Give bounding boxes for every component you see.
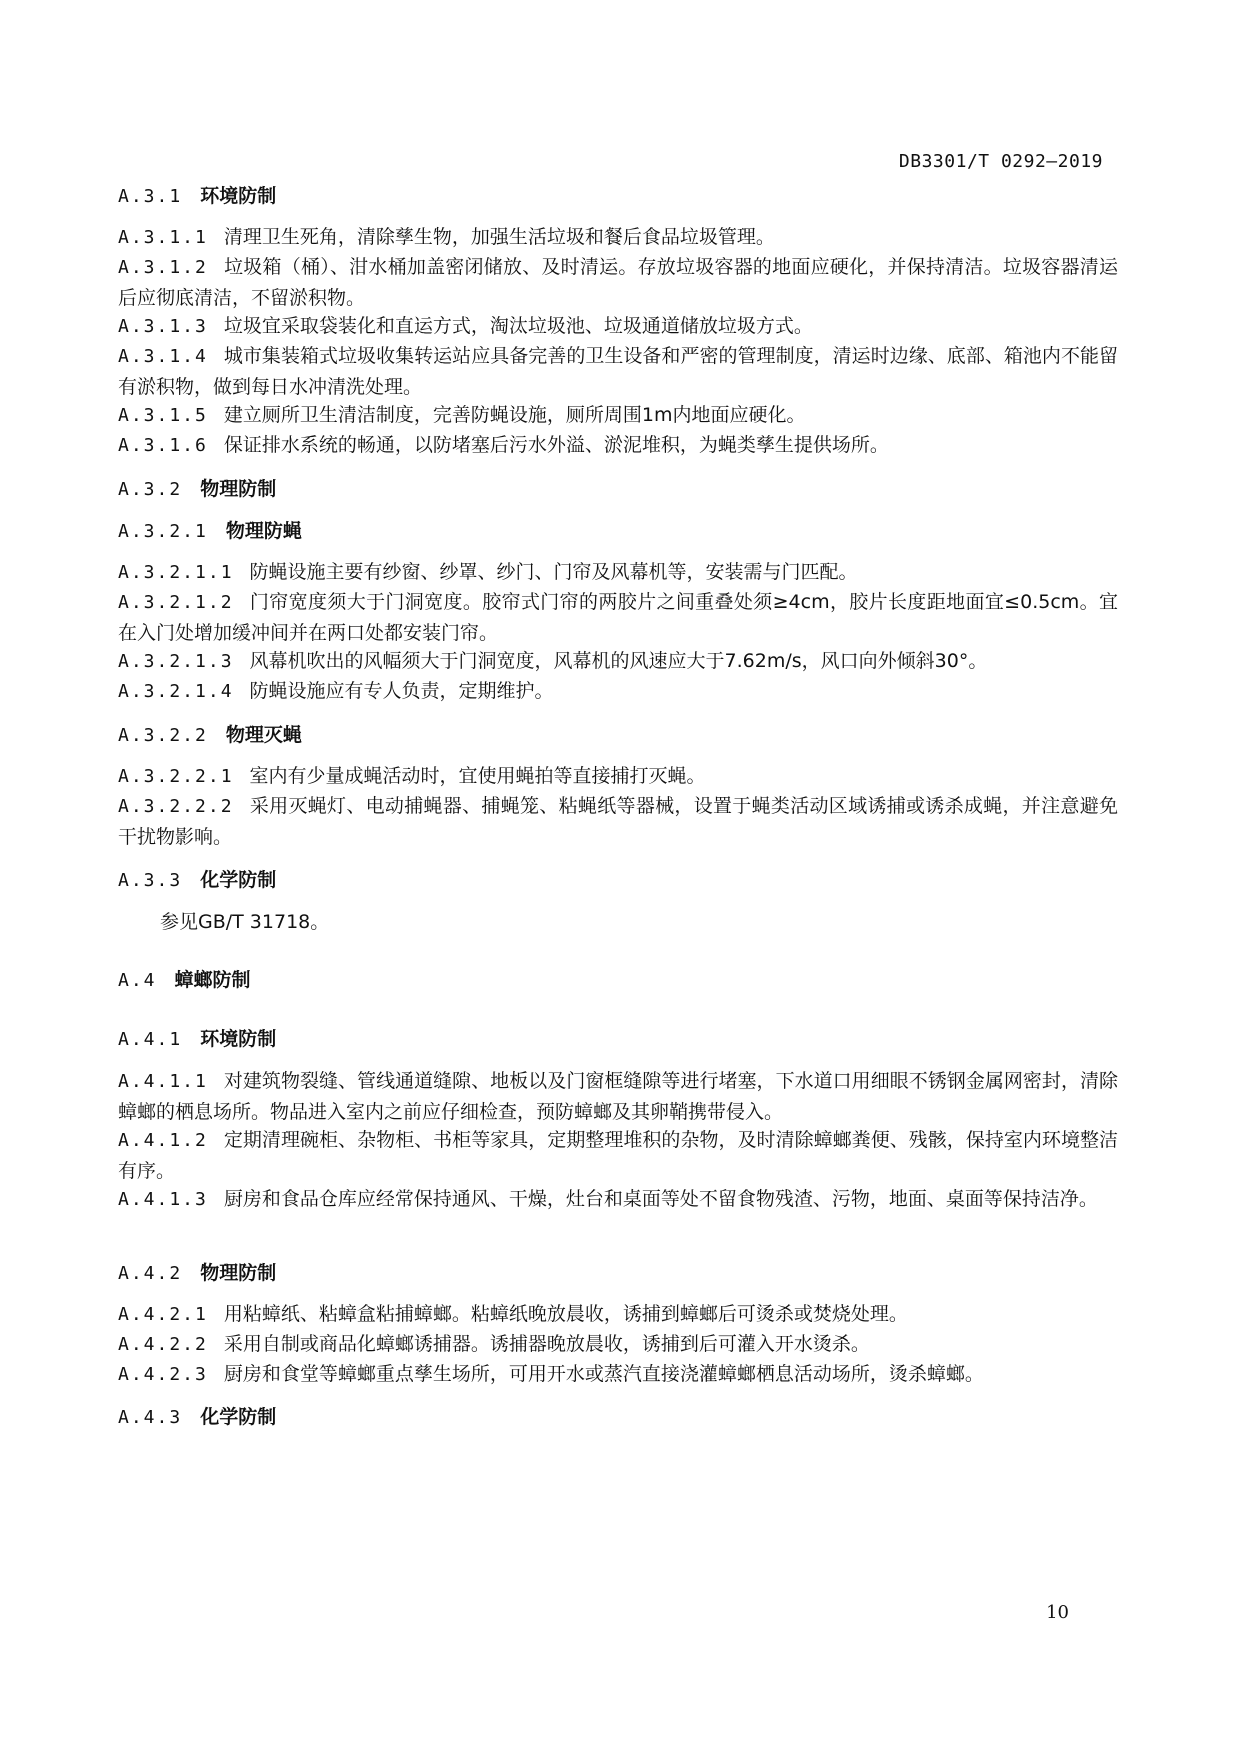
- reference-text: 参见GB/T 31718。: [160, 911, 330, 933]
- section-heading-a3322: [118, 720, 302, 747]
- clause-a3422: [118, 1329, 1118, 1360]
- clause-a3411: [118, 1066, 1118, 1127]
- clause-number: A.3.2.2.1: [118, 766, 234, 787]
- document-code: DB3301/T 0292—2019: [898, 151, 1103, 172]
- clause-number: A.4.1.2: [118, 1130, 208, 1151]
- clause-number: A.3.2.1.2: [118, 592, 234, 613]
- clause-text: 防蝇设施应有专人负责，定期维护。: [249, 680, 554, 702]
- clause-number: A.3.2.1.3: [118, 651, 234, 672]
- clause-number: A.3.2.1.4: [118, 681, 234, 702]
- clause-number: A.3.1.1: [118, 227, 208, 248]
- clause-a3314: [118, 341, 1118, 402]
- section-number: A.3.1: [118, 186, 183, 207]
- clause-number: A.4.2.2: [118, 1334, 208, 1355]
- clause-text: 采用灭蝇灯、电动捕蝇器、捕蝇笼、粘蝇纸等器械，设置于蝇类活动区域诱捕或诱杀成蝇，并注意避免干扰物影响。: [118, 795, 1118, 848]
- clause-number: A.3.1.6: [118, 435, 208, 456]
- section-heading-a332: [118, 474, 276, 501]
- section-heading-a34: [118, 965, 251, 992]
- section-title: 物理防制: [200, 1262, 277, 1284]
- clause-text: 清理卫生死角，清除孳生物，加强生活垃圾和餐后食品垃圾管理。: [223, 226, 775, 248]
- clause-a3315: [118, 400, 1118, 431]
- section-number: A.3.2.1: [118, 521, 208, 542]
- section-heading-a342: [118, 1258, 276, 1285]
- clause-number: A.3.2.2.2: [118, 796, 234, 817]
- clause-a33222: [118, 791, 1118, 852]
- clause-a3312: [118, 252, 1118, 313]
- section-number: A.4: [118, 970, 157, 991]
- clause-number: A.3.1.5: [118, 405, 208, 426]
- clause-text: 垃圾箱（桶）、泔水桶加盖密闭储放、及时清运。存放垃圾容器的地面应硬化，并保持清洁。垃圾容器清运后应彻底清洁，不留淤积物。: [118, 256, 1118, 309]
- section-number: A.3.2.2: [118, 725, 208, 746]
- section-number: A.4.1: [118, 1029, 183, 1050]
- clause-text: 厨房和食品仓库应经常保持通风、干燥，灶台和桌面等处不留食物残渣、污物，地面、桌面等保持洁净。: [223, 1188, 1098, 1210]
- clause-text: 厨房和食堂等蟑螂重点孳生场所，可用开水或蒸汽直接浇灌蟑螂栖息活动场所，烫杀蟑螂。: [223, 1363, 984, 1385]
- clause-number: A.4.2.1: [118, 1304, 208, 1325]
- clause-number: A.3.2.1.1: [118, 562, 234, 583]
- clause-text: 用粘蟑纸、粘蟑盒粘捕蟑螂。粘蟑纸晚放晨收，诱捕到蟑螂后可烫杀或焚烧处理。: [223, 1303, 908, 1325]
- clause-number: A.4.2.3: [118, 1364, 208, 1385]
- clause-a33211: [118, 557, 1118, 588]
- clause-text: 定期清理碗柜、杂物柜、书柜等家具，定期整理堆积的杂物，及时清除蟑螂粪便、残骸，保持室内环境整洁有序。: [118, 1129, 1118, 1182]
- section-number: A.4.3: [118, 1407, 183, 1428]
- clause-number: A.4.1.3: [118, 1189, 208, 1210]
- section-title: 物理灭蝇: [225, 724, 302, 746]
- clause-text: 城市集装箱式垃圾收集转运站应具备完善的卫生设备和严密的管理制度，清运时边缘、底部、箱池内不能留有淤积物，做到每日水冲清洗处理。: [118, 345, 1118, 398]
- clause-a33212: [118, 587, 1118, 648]
- section-title: 环境防制: [200, 1028, 277, 1050]
- clause-number: A.3.1.3: [118, 316, 208, 337]
- clause-text: 防蝇设施主要有纱窗、纱罩、纱门、门帘及风幕机等，安装需与门匹配。: [249, 561, 858, 583]
- section-heading-a331: [118, 181, 276, 208]
- section-title: 物理防蝇: [225, 520, 302, 542]
- clause-text: 室内有少量成蝇活动时，宜使用蝇拍等直接捕打灭蝇。: [249, 765, 706, 787]
- clause-text: 垃圾宜采取袋装化和直运方式，淘汰垃圾池、垃圾通道储放垃圾方式。: [223, 315, 813, 337]
- clause-a3316: [118, 430, 1118, 461]
- section-number: A.4.2: [118, 1263, 183, 1284]
- section-title: 化学防制: [200, 1406, 277, 1428]
- section-title: 环境防制: [200, 185, 277, 207]
- clause-text: 保证排水系统的畅通，以防堵塞后污水外溢、淤泥堆积，为蝇类孳生提供场所。: [223, 434, 889, 456]
- clause-a33213: [118, 646, 1118, 677]
- clause-a3412: [118, 1125, 1118, 1186]
- section-heading-a333: [118, 865, 276, 892]
- clause-number: A.3.1.4: [118, 346, 208, 367]
- section-title: 物理防制: [200, 478, 277, 500]
- clause-text: 对建筑物裂缝、管线通道缝隙、地板以及门窗框缝隙等进行堵塞，下水道口用细眼不锈钢金属网密封，清除蟑螂的栖息场所。物品进入室内之前应仔细检查，预防蟑螂及其卵鞘携带侵入。: [118, 1070, 1118, 1123]
- section-heading-a343: [118, 1402, 276, 1429]
- section-heading-a341: [118, 1024, 276, 1051]
- section-title: 蟑螂防制: [174, 969, 251, 991]
- clause-text: 风幕机吹出的风幅须大于门洞宽度，风幕机的风速应大于7.62m/s，风口向外倾斜30°。: [249, 650, 988, 672]
- section-number: A.3.2: [118, 479, 183, 500]
- section-heading-a3321: [118, 516, 302, 543]
- clause-number: A.4.1.1: [118, 1071, 208, 1092]
- clause-text: 建立厕所卫生清洁制度，完善防蝇设施，厕所周围1m内地面应硬化。: [223, 404, 806, 426]
- clause-number: A.3.1.2: [118, 257, 208, 278]
- clause-a33214: [118, 676, 1118, 707]
- clause-a3313: [118, 311, 1118, 342]
- clause-a33221: [118, 761, 1118, 792]
- clause-a3423: [118, 1359, 1118, 1390]
- clause-a3413: [118, 1184, 1118, 1215]
- clause-text: 门帘宽度须大于门洞宽度。胶帘式门帘的两胶片之间重叠处须≥4cm，胶片长度距地面宜≤0.5cm。宜在入门处增加缓冲间并在两口处都安装门帘。: [118, 591, 1118, 644]
- section-title: 化学防制: [200, 869, 277, 891]
- section-number: A.3.3: [118, 870, 183, 891]
- page-number: 10: [1046, 1602, 1069, 1623]
- clause-a3311: [118, 222, 1118, 253]
- clause-a3421: [118, 1299, 1118, 1330]
- clause-text: 采用自制或商品化蟑螂诱捕器。诱捕器晚放晨收，诱捕到后可灌入开水烫杀。: [223, 1333, 870, 1355]
